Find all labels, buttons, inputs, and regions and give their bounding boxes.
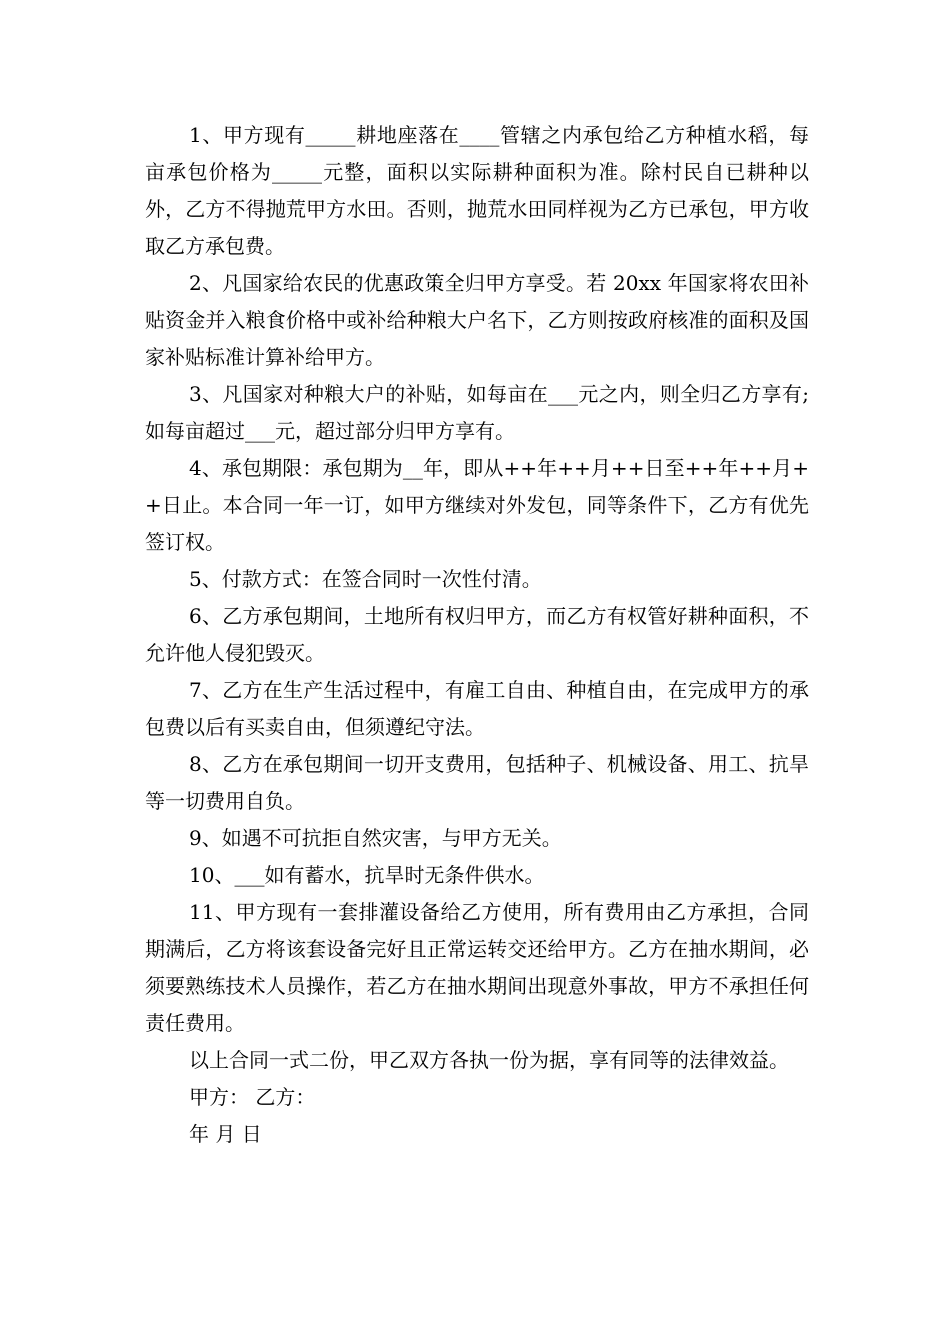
clause-11: 11、甲方现有一套排灌设备给乙方使用，所有费用由乙方承担，合同期满后，乙方将该套设备完好且正常运转交还给甲方。乙方在抽水期间，必须要熟练技术人员操作，若乙方在抽水期间出现意外事故，甲方不承担任何责任费用。 [145, 900, 809, 1035]
clause-8: 8、乙方在承包期间一切开支费用，包括种子、机械设备、用工、抗旱等一切费用自负。 [145, 752, 809, 813]
clause-4: 4、承包期限：承包期为__年，即从++年++月++日至++年++月++日止。本合同一年一订，如甲方继续对外发包，同等条件下，乙方有优先签订权。 [145, 456, 809, 554]
document-body [145, 117, 809, 1153]
clause-3: 3、凡国家对种粮大户的补贴，如每亩在___元之内，则全归乙方享有;如每亩超过___元，超过部分归甲方享有。 [145, 382, 809, 443]
clause-9: 9、如遇不可抗拒自然灾害，与甲方无关。 [189, 826, 562, 850]
closing-statement: 以上合同一式二份，甲乙双方各执一份为据，享有同等的法律效益。 [189, 1048, 789, 1072]
date-line: 年 月 日 [189, 1122, 262, 1146]
clause-2: 2、凡国家给农民的优惠政策全归甲方享受。若 20xx 年国家将农田补贴资金并入粮食价格中或补给种粮大户名下，乙方则按政府核准的面积及国家补贴标准计算补给甲方。 [145, 271, 809, 369]
signature-line: 甲方： 乙方： [189, 1085, 316, 1109]
clause-10: 10、___如有蓄水，抗旱时无条件供水。 [189, 863, 545, 887]
clause-7: 7、乙方在生产生活过程中，有雇工自由、种植自由，在完成甲方的承包费以后有买卖自由，但须遵纪守法。 [145, 678, 809, 739]
clause-1: 1、甲方现有_____耕地座落在____管辖之内承包给乙方种植水稻，每亩承包价格为_____元整，面积以实际耕种面积为准。除村民自已耕种以外，乙方不得抛荒甲方水田。否则，抛荒水田同样视为乙方已承包，甲方收取乙方承包费。 [145, 123, 809, 258]
clause-6: 6、乙方承包期间，土地所有权归甲方，而乙方有权管好耕种面积，不允许他人侵犯毁灭。 [145, 604, 809, 665]
clause-5: 5、付款方式：在签合同时一次性付清。 [189, 567, 542, 591]
